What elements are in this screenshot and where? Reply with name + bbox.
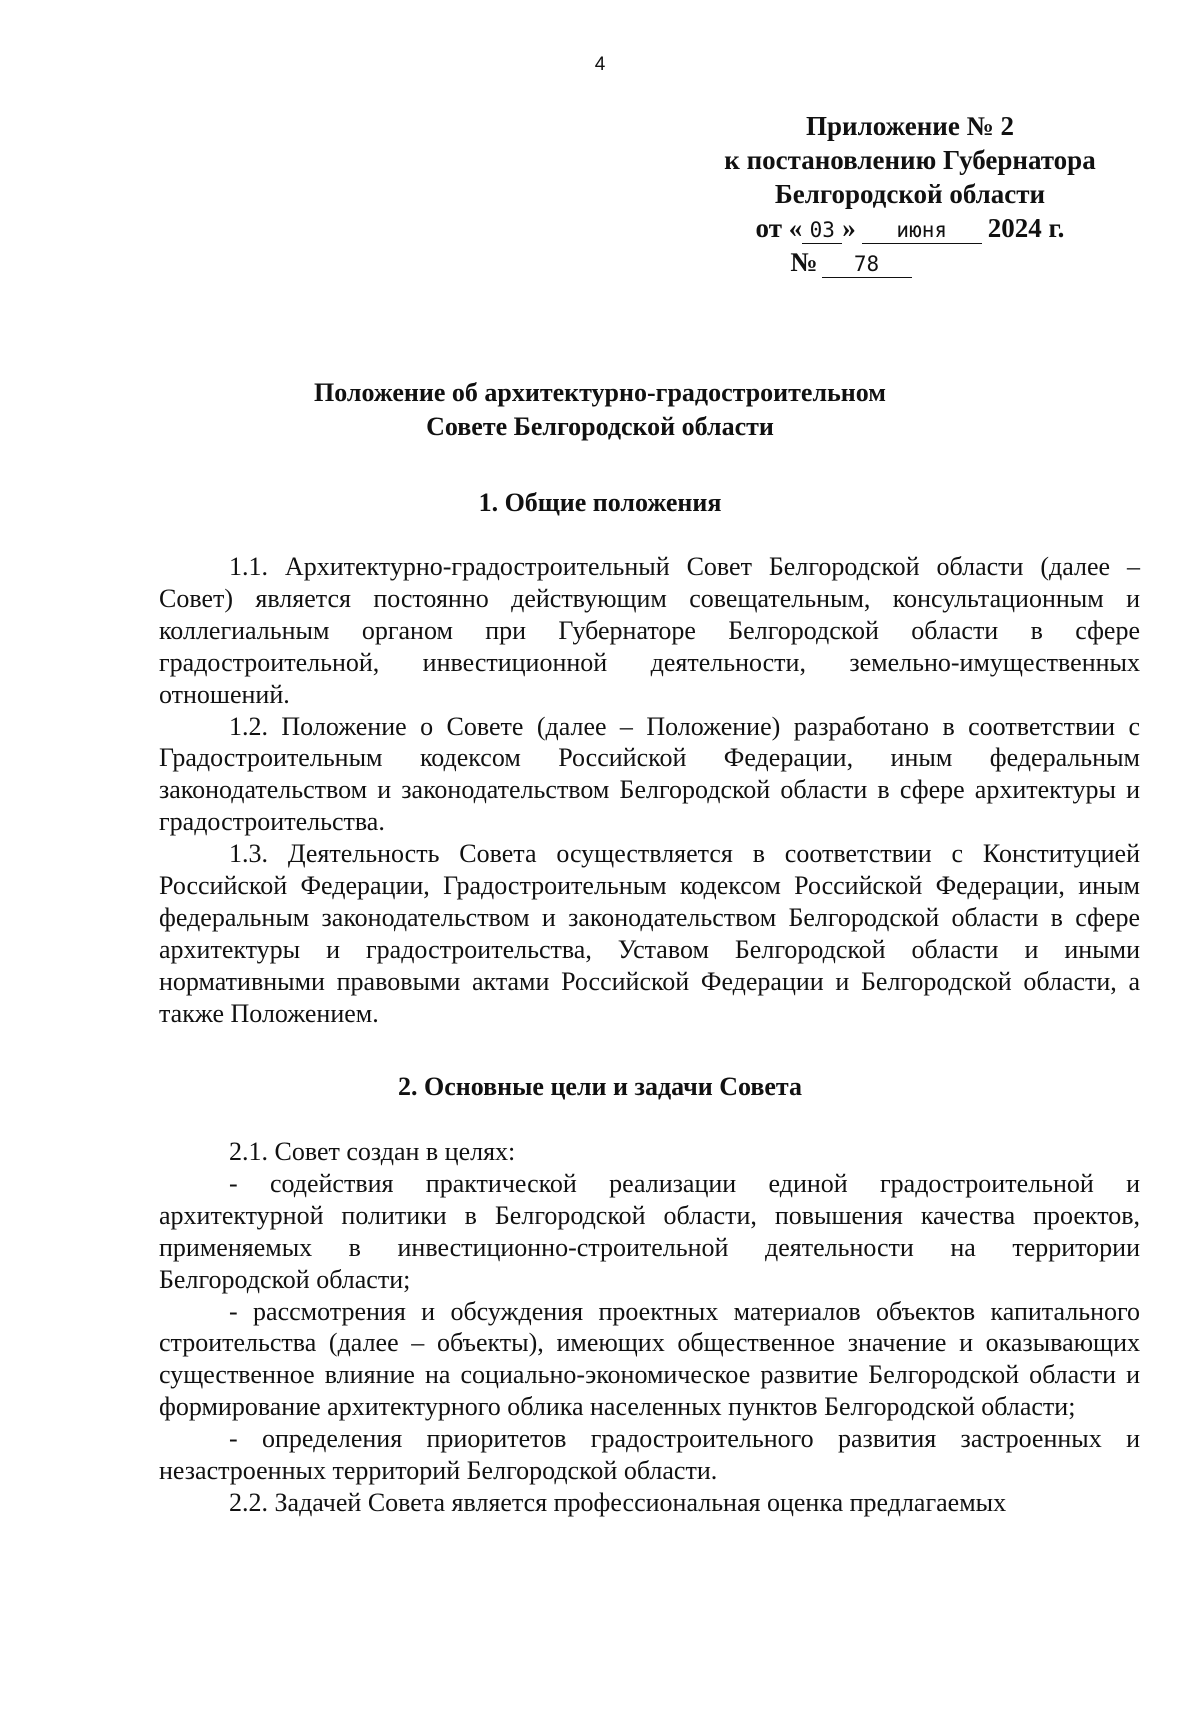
paragraph-1-1: 1.1. Архитектурно-градостроительный Совет Белгородской области (далее – Совет) является постоянно действующим совещательным, консультационным и коллегиальным органом при Губернаторе Белгородской области в сфере градостроительной, инвестиционной деятельности, земельно-имущественных отношений. [159, 552, 1140, 709]
bullet-2-1-a: - содействия практической реализации единой градостроительной и архитектурной политики в Белгородской области, повышения качества проектов, применяемых в инвестиционно-строительной деятельности на территории Белгородской области; [159, 1168, 1140, 1294]
date-mid: » [842, 213, 856, 243]
appendix-block [715, 109, 1105, 279]
paragraph-1-2: 1.2. Положение о Совете (далее – Положение) разработано в соответствии с Градостроительным кодексом Российской Федерации, иным федеральным законодательством и законодательством Белгородской области в сфере архитектуры и градостроительства. [159, 711, 1140, 837]
number-value: 78 [822, 251, 912, 278]
title-line-1: Положение об архитектурно-градостроительном [314, 378, 886, 407]
appendix-number [715, 245, 1105, 279]
paragraph-2-2: 2.2. Задачей Совета является профессиональная оценка предлагаемых [229, 1487, 1007, 1517]
bullet-2-1-c: - определения приоритетов градостроительного развития застроенных и незастроенных территорий Белгородской области. [159, 1424, 1140, 1486]
appendix-region: Белгородской области [774, 179, 1046, 209]
paragraph-2-1: 2.1. Совет создан в целях: [229, 1137, 516, 1166]
section-2-body [159, 1136, 1140, 1519]
date-year: 2024 г. [987, 213, 1065, 243]
number-prefix: № [790, 247, 818, 277]
date-prefix: от « [755, 213, 803, 243]
date-day: 03 [802, 217, 842, 244]
page-number: 4 [594, 54, 606, 75]
section-1-heading: 1. Общие положения [478, 488, 722, 517]
date-month: июня [862, 217, 982, 244]
appendix-reference: к постановлению Губернатора [724, 145, 1096, 175]
section-1-body [159, 551, 1140, 1030]
section-2-heading: 2. Основные цели и задачи Совета [397, 1072, 803, 1101]
paragraph-1-3: 1.3. Деятельность Совета осуществляется в соответствии с Конституцией Российской Федерации, Градостроительным кодексом Российской Федерации, иным федеральным законодательством и законодательством Белгородской области в сфере архитектуры и градостроительства, Уставом Белгородской области и иными нормативными правовыми актами Российской Федерации и Белгородской области, а также Положением. [159, 839, 1140, 1028]
appendix-date [715, 211, 1105, 245]
document-title [0, 376, 1200, 444]
title-line-2: Совете Белгородской области [426, 412, 774, 441]
bullet-2-1-b: - рассмотрения и обсуждения проектных материалов объектов капитального строительства (далее – объекты), имеющих общественное значение и оказывающих существенное влияние на социально-экономическое развитие Белгородской области и формирование архитектурного облика населенных пунктов Белгородской области; [159, 1296, 1140, 1422]
appendix-title: Приложение № 2 [806, 111, 1014, 141]
